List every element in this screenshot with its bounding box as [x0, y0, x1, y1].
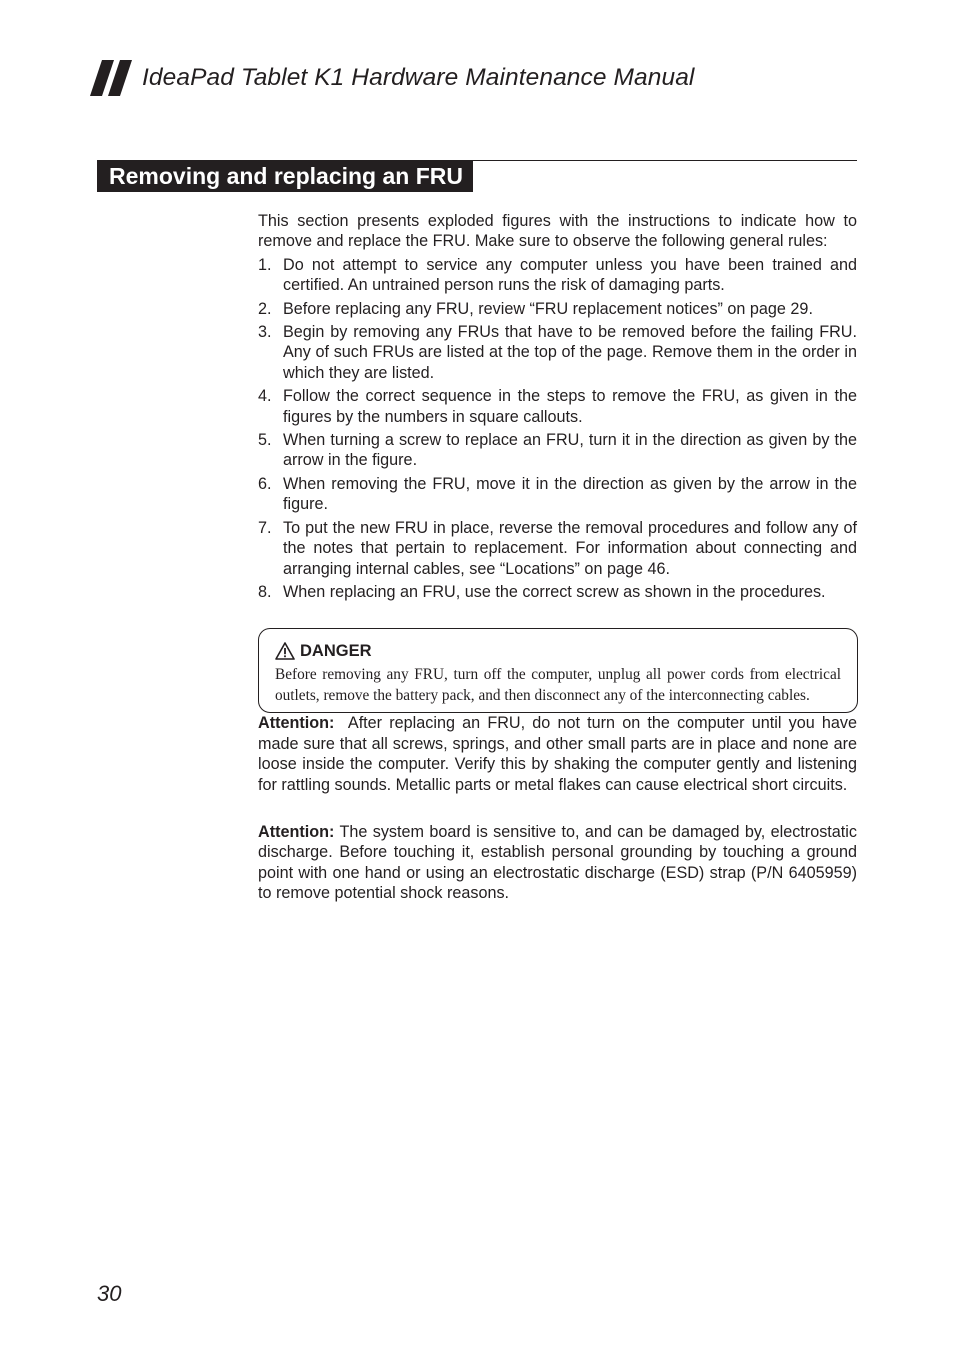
page-header	[90, 58, 694, 98]
list-item-text: Before replacing any FRU, review “FRU replacement notices” on page 29.	[283, 299, 813, 318]
attention-paragraph	[258, 822, 857, 904]
list-item	[258, 299, 857, 319]
list-item	[258, 430, 857, 471]
list-item-number: 2.	[258, 299, 272, 318]
list-item-number: 3.	[258, 323, 272, 342]
warning-triangle-icon	[275, 642, 295, 660]
list-item-text: Do not attempt to service any computer unless you have been trained and certified. An untrained person runs the risk of damaging parts.	[283, 255, 857, 295]
list-item-text: Begin by removing any FRUs that have to be removed before the failing FRU. Any of such FRUs are listed at the top of the page. Remove them in the order in which they are listed.	[283, 323, 857, 382]
list-item	[258, 518, 857, 579]
double-slash-logo-icon	[90, 60, 134, 96]
main-content	[258, 211, 857, 904]
list-item-text: To put the new FRU in place, reverse the removal procedures and follow any of the notes that pertain to replacement. For information about connecting and arranging internal cables, see “Locations” on page 46.	[283, 518, 857, 578]
list-item	[258, 582, 857, 602]
attention-text: After replacing an FRU, do not turn on the computer until you have made sure that all screws, springs, and other small parts are in place and none are loose inside the computer. Verify this by shaking the computer gently and listening for rattling sounds. Metallic parts or metal flakes can cause electrical short circuits.	[258, 714, 857, 794]
list-item-text: When turning a screw to replace an FRU, turn it in the direction as given by the arrow in the figure.	[283, 431, 857, 470]
list-item-number: 1.	[258, 255, 272, 274]
section-heading: Removing and replacing an FRU	[97, 161, 473, 192]
list-item-text: Follow the correct sequence in the steps to remove the FRU, as given in the figures by the numbers in square callouts.	[283, 387, 857, 426]
attention-label: Attention:	[258, 714, 335, 733]
danger-text: Before removing any FRU, turn off the computer, unplug all power cords from electrical outlets, remove the battery pack, and then disconnect any of the interconnecting cables.	[275, 666, 841, 704]
list-item-text: When replacing an FRU, use the correct screw as shown in the procedures.	[283, 582, 826, 601]
attention-label: Attention:	[258, 822, 335, 841]
danger-label: DANGER	[300, 642, 372, 661]
list-item	[258, 255, 857, 296]
danger-notice-box	[258, 628, 858, 713]
general-rules-list	[258, 255, 857, 603]
list-item-text: When removing the FRU, move it in the direction as given by the arrow in the figure.	[283, 474, 857, 514]
page-number: 30	[97, 1281, 122, 1306]
list-item-number: 5.	[258, 431, 272, 450]
intro-paragraph: This section presents exploded figures with the instructions to indicate how to remove and replace the FRU. Make sure to observe the following general rules:	[258, 212, 857, 251]
list-item-number: 6.	[258, 474, 272, 493]
list-item	[258, 386, 857, 427]
list-item-number: 4.	[258, 387, 272, 406]
manual-title: IdeaPad Tablet K1 Hardware Maintenance Manual	[142, 64, 695, 91]
list-item-number: 8.	[258, 582, 272, 601]
list-item	[258, 322, 857, 383]
list-item	[258, 474, 857, 515]
attention-paragraph	[258, 713, 857, 795]
attention-text: The system board is sensitive to, and can be damaged by, electrostatic discharge. Before touching it, establish personal grounding by touching a ground point with one hand or using an electrostatic discharge (ESD) strap (P/N 6405959) to remove potential shock reasons.	[258, 822, 857, 903]
list-item-number: 7.	[258, 518, 272, 537]
danger-title	[275, 640, 841, 662]
